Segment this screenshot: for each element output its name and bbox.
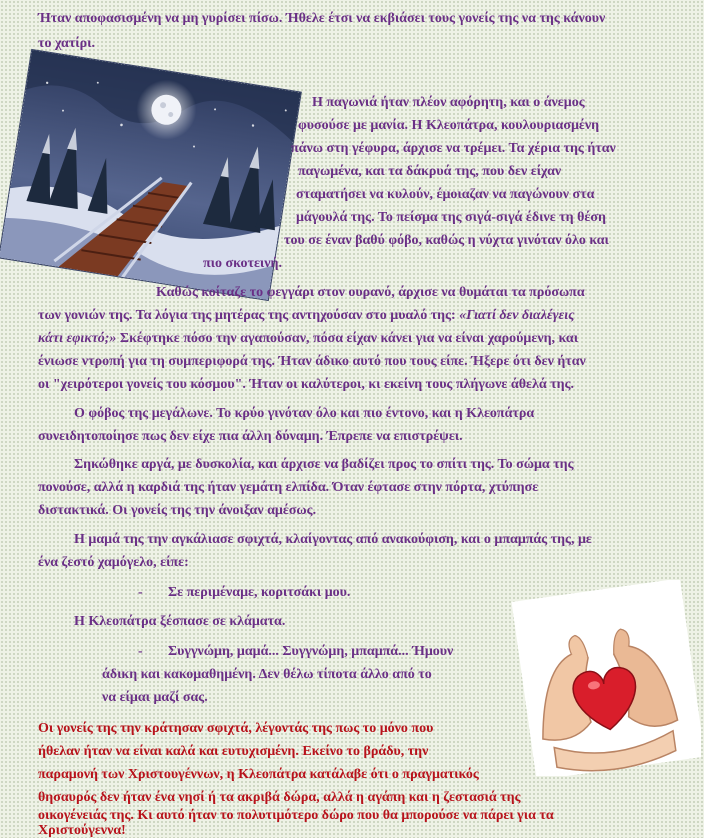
story-text: των γονιών της. Τα λόγια της μητέρας της αντηχούσαν στο μυαλό της: bbox=[38, 308, 460, 323]
story-line: Καθώς κοίταζε το φεγγάρι στον ουρανό, άρχισε να θυμάται τα πρόσωπα bbox=[156, 285, 585, 300]
dialogue-dash: - bbox=[138, 644, 143, 659]
dialogue-line: άδικη και κακομαθημένη. Δεν θέλω τίποτα άλλο από το bbox=[102, 667, 432, 682]
mother-quote: «Γιατί δεν διαλέγεις bbox=[459, 308, 575, 323]
story-line: παγωμένα, και τα δάκρυά της, που δεν είχαν bbox=[298, 164, 562, 179]
ending-line: θησαυρός δεν ήταν ένα νησί ή τα ακριβά δώρα, αλλά η αγάπη και η ζεστασιά της bbox=[38, 790, 521, 805]
story-line: ένιωσε ντροπή για τη συμπεριφορά της. Ήταν άδικο αυτό που τους είπε. Ήξερε ότι δεν ήταν bbox=[38, 354, 586, 369]
story-line: μάγουλά της. Το πείσμα της σιγά-σιγά έδινε τη θέση bbox=[296, 210, 606, 225]
story-line: Ήταν αποφασισμένη να μη γυρίσει πίσω. Ήθελε έτσι να εκβιάσει τους γονείς της να της κάνουν bbox=[38, 11, 606, 26]
ending-line: οικογένειάς της. Κι αυτό ήταν το πολυτιμότερο δώρο που θα μπορούσε να πάρει για τα bbox=[38, 808, 554, 823]
ending-highlight: ο πραγματικός bbox=[391, 767, 479, 782]
dialogue-dash: - bbox=[138, 585, 143, 600]
story-line: το χατίρι. bbox=[38, 36, 95, 51]
story-line: φυσούσε με μανία. Η Κλεοπάτρα, κουλουριασμένη bbox=[298, 118, 600, 133]
dialogue-line: Σε περιμέναμε, κοριτσάκι μου. bbox=[168, 585, 351, 600]
ending-line: ήθελαν ήταν να είναι καλά και ευτυχισμένη. Εκείνο το βράδυ, την bbox=[38, 744, 429, 759]
story-line: συνειδητοποίησε πως δεν είχε πια άλλη δύναμη. Έπρεπε να επιστρέψει. bbox=[38, 429, 463, 444]
story-line: Η Κλεοπάτρα ξέσπασε σε κλάματα. bbox=[74, 614, 286, 629]
story-line: διστακτικά. Οι γονείς της την άνοιξαν αμέσως. bbox=[38, 503, 317, 518]
story-line: Σηκώθηκε αργά, με δυσκολία, και άρχισε να βαδίζει προς το σπίτι της. Το σώμα της bbox=[74, 457, 574, 472]
story-line: πιο σκοτεινή. bbox=[203, 256, 282, 271]
story-text: Σκέφτηκε πόσο την αγαπούσαν, πόσα είχαν κάνει για να είναι χαρούμενη, και bbox=[116, 331, 579, 346]
ending-line: Οι γονείς της την κράτησαν σφιχτά, λέγοντάς της πως το μόνο που bbox=[38, 721, 434, 736]
ending-line: Χριστούγεννα! bbox=[38, 823, 126, 838]
story-line: Η παγωνιά ήταν πλέον αφόρητη, και ο άνεμος bbox=[312, 95, 585, 110]
heart-hands-svg bbox=[505, 580, 701, 776]
dialogue-line: να είμαι μαζί σας. bbox=[102, 690, 208, 705]
story-line: πάνω στη γέφυρα, άρχισε να τρέμει. Τα χέρια της ήταν bbox=[291, 141, 616, 156]
story-line: Η μαμά της την αγκάλιασε σφιχτά, κλαίγοντας από ανακούφιση, και ο μπαμπάς της, με bbox=[74, 532, 592, 547]
hands-holding-heart-illustration bbox=[505, 580, 701, 776]
story-line bbox=[38, 330, 578, 348]
story-line: σταματήσει να κυλούν, έμοιαζαν να παγώνουν στα bbox=[296, 187, 595, 202]
dialogue-line: Συγγνώμη, μαμά... Συγγνώμη, μπαμπά... Ήμουν bbox=[168, 644, 454, 659]
story-line bbox=[38, 307, 574, 325]
story-line: πονούσε, αλλά η καρδιά της ήταν γεμάτη ελπίδα. Όταν έφτασε στην πόρτα, χτύπησε bbox=[38, 480, 539, 495]
story-line: Ο φόβος της μεγάλωνε. Το κρύο γινόταν όλο και πιο έντονο, και η Κλεοπάτρα bbox=[74, 406, 535, 421]
ending-line bbox=[38, 767, 479, 782]
mother-quote: κάτι εφικτό;» bbox=[38, 331, 117, 346]
story-line: του σε έναν βαθύ φόβο, καθώς η νύχτα γινόταν όλο και bbox=[284, 233, 609, 248]
story-line: ένα ζεστό χαμόγελο, είπε: bbox=[38, 555, 189, 570]
story-line: οι "χειρότεροι γονείς του κόσμου". Ήταν οι καλύτεροι, κι εκείνη τους πλήγωνε άθελά της. bbox=[38, 377, 574, 392]
ending-text: παραμονή των Χριστουγέννων, η Κλεοπάτρα κατάλαβε ότι bbox=[38, 767, 392, 782]
